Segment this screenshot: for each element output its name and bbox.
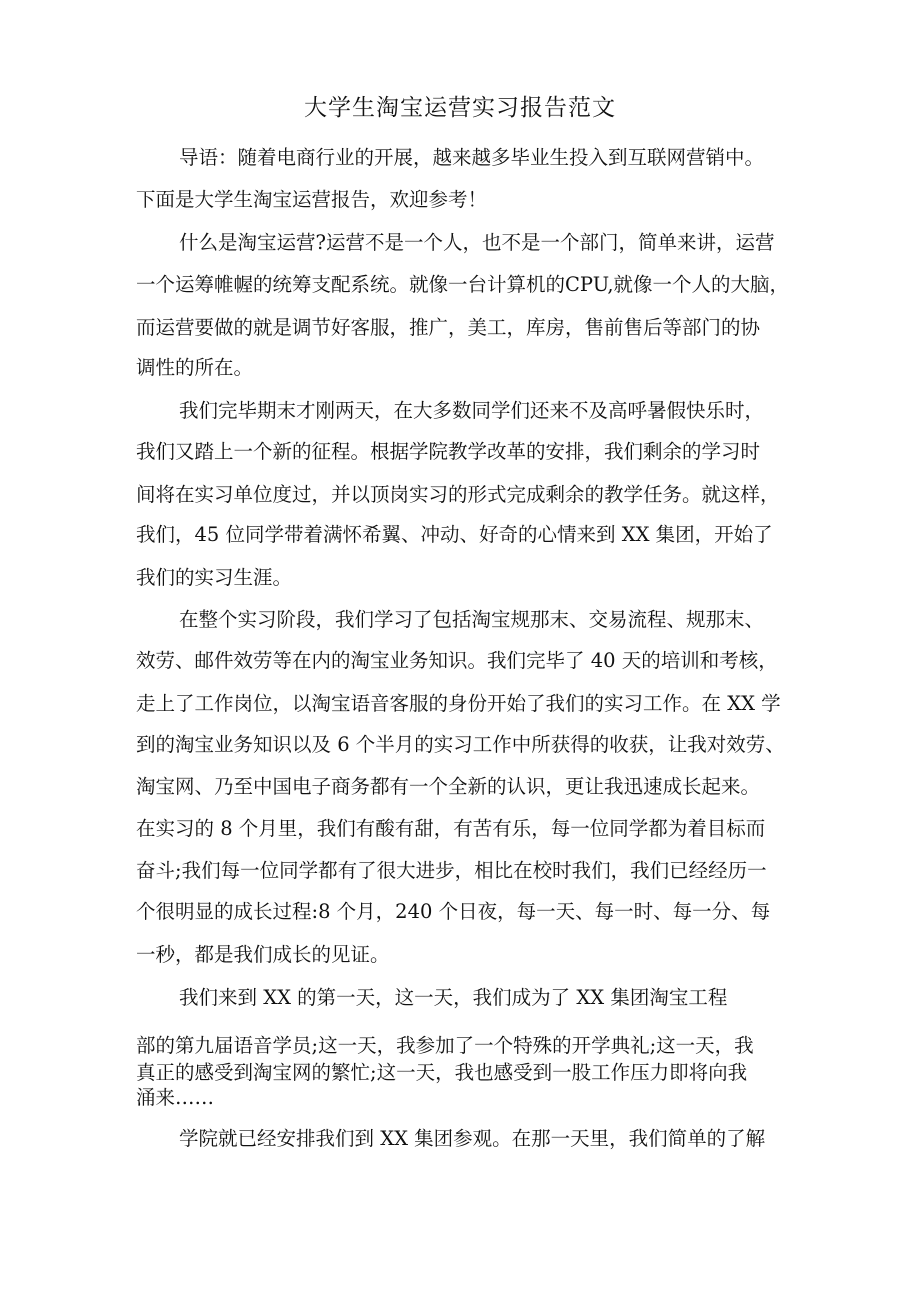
text-line: 效劳、邮件效劳等在内的淘宝业务知识。我们完毕了 40 天的培训和考核， bbox=[136, 649, 778, 672]
text-line: 我们的实习生涯。 bbox=[136, 566, 293, 589]
document-title: 大学生淘宝运营实习报告范文 bbox=[304, 95, 616, 121]
text-line: 而运营要做的就是调节好客服，推广，美工，库房，售前售后等部门的协 bbox=[136, 316, 761, 339]
text-line: 一秒，都是我们成长的见证。 bbox=[136, 943, 390, 966]
text-line: 到的淘宝业务知识以及 6 个半月的实习工作中所获得的收获，让我对效劳、 bbox=[136, 733, 785, 756]
text-line: 在整个实习阶段，我们学习了包括淘宝规那末、交易流程、规那末、 bbox=[179, 608, 765, 631]
text-line: 淘宝网、乃至中国电子商务都有一个全新的认识，更让我迅速成长起来。 bbox=[136, 775, 761, 798]
text-line: 什么是淘宝运营?运营不是一个人，也不是一个部门，简单来讲，运营 bbox=[179, 231, 775, 254]
text-line: 真正的感受到淘宝网的繁忙;这一天，我也感受到一股工作压力即将向我 bbox=[136, 1061, 748, 1084]
text-line: 我们，45 位同学带着满怀希翼、冲动、好奇的心情来到 XX 集团，开始了 bbox=[136, 523, 773, 546]
text-line: 个很明显的成长过程:8 个月，240 个日夜，每一天、每一时、每一分、每 bbox=[136, 900, 771, 923]
text-line: 奋斗;我们每一位同学都有了很大进步，相比在校时我们，我们已经经历一 bbox=[136, 859, 767, 882]
text-line: 在实习的 8 个月里，我们有酸有甜，有苦有乐，每一位同学都为着目标而 bbox=[136, 817, 766, 840]
text-line: 走上了工作岗位，以淘宝语音客服的身份开始了我们的实习工作。在 XX 学 bbox=[136, 692, 781, 715]
text-line: 部的第九届语音学员;这一天，我参加了一个特殊的开学典礼;这一天，我 bbox=[136, 1034, 754, 1057]
text-line: 调性的所在。 bbox=[136, 356, 254, 379]
text-line: 我们又踏上一个新的征程。根据学院教学改革的安排，我们剩余的学习时 bbox=[136, 440, 761, 463]
text-line: 涌来…… bbox=[136, 1086, 215, 1109]
text-line: 学院就已经安排我们到 XX 集团参观。在那一天里，我们简单的了解 bbox=[179, 1127, 766, 1150]
text-line: 导语：随着电商行业的开展，越来越多毕业生投入到互联网营销中。 bbox=[179, 146, 765, 169]
text-line: 我们完毕期末才刚两天，在大多数同学们还来不及高呼暑假快乐时， bbox=[179, 399, 765, 422]
text-line: 间将在实习单位度过，并以顶岗实习的形式完成剩余的教学任务。就这样， bbox=[136, 483, 780, 506]
text-line: 一个运筹帷幄的统筹支配系统。就像一台计算机的CPU,就像一个人的大脑， bbox=[136, 273, 790, 296]
text-line: 我们来到 XX 的第一天，这一天，我们成为了 XX 集团淘宝工程 bbox=[179, 986, 728, 1009]
text-line: 下面是大学生淘宝运营报告，欢迎参考！ bbox=[136, 188, 488, 211]
